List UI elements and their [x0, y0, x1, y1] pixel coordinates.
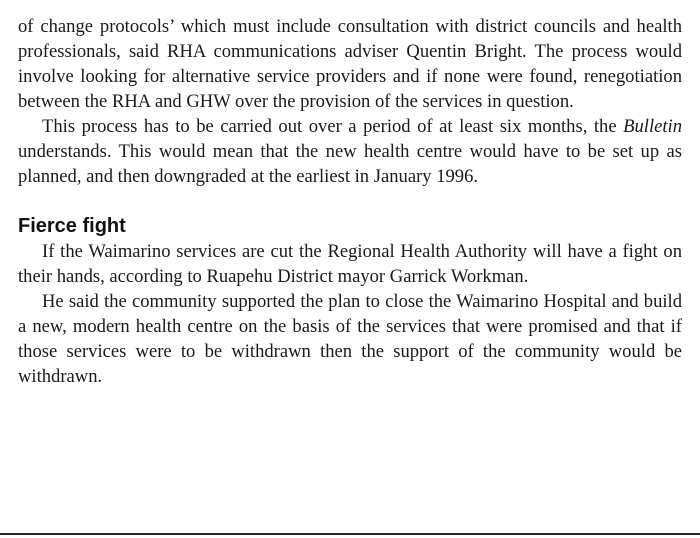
paragraph-1: of change protocols’ which must include consultation with district councils and health professionals, said RHA communications adviser Quentin Bright. The process would involve looking for alternative service providers and if none were found, renegotiation between the RHA and GHW over the provision of the services in question.: [18, 16, 682, 112]
paragraph-3: If the Waimarino services are cut the Regional Health Authority will have a fight on their hands, according to Ruapehu District mayor Garrick Workman.: [18, 241, 682, 287]
paragraph-2-text-b: understands. This would mean that the new health centre would have to be set up as planned, and then downgraded at the earliest in January 1996.: [18, 141, 682, 187]
article-column: [18, 14, 682, 389]
paragraph-2-text-a: This process has to be carried out over a period of at least six months, the: [42, 116, 624, 137]
paragraph-4: He said the community supported the plan to close the Waimarino Hospital and build a new, modern health centre on the basis of the services that were promised and that if those services were to be withdrawn then the support of the community would be withdrawn.: [18, 291, 682, 387]
bottom-rule: [0, 533, 700, 535]
publication-name: Bulletin: [623, 116, 682, 137]
section-heading: Fierce fight: [18, 215, 126, 237]
paragraph-2: [18, 114, 682, 189]
